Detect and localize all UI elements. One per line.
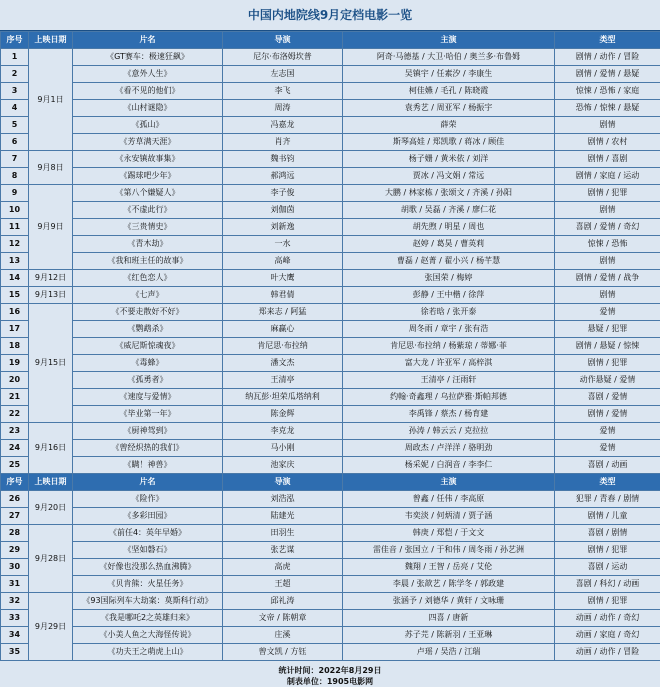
director: 尼尔·布洛姆坎普 [223, 49, 343, 66]
film-title: 《芳草满天涯》 [73, 134, 223, 151]
cast: 李晨 / 张歆艺 / 陈学冬 / 郭政建 [343, 576, 555, 593]
table-row [1, 338, 660, 355]
cast: 王清亭 / 汪雨轩 [343, 372, 555, 389]
row-number: 10 [1, 202, 29, 219]
cast: 赵婷 / 葛昊 / 曹英莉 [343, 236, 555, 253]
cast: 孙涛 / 韩云云 / 克拉拉 [343, 423, 555, 440]
column-header-repeat: 片名 [73, 474, 223, 491]
director: 肖齐 [223, 134, 343, 151]
row-number: 32 [1, 593, 29, 610]
genre: 剧情 / 农村 [555, 134, 660, 151]
cast: 大鹏 / 林家栋 / 张颂文 / 齐溪 / 孙阳 [343, 185, 555, 202]
genre: 动画 / 家庭 / 奇幻 [555, 627, 660, 644]
genre: 动画 / 动作 / 冒险 [555, 644, 660, 661]
row-number: 9 [1, 185, 29, 202]
cast: 韦奕淡 / 何炳清 / 贾子涵 [343, 508, 555, 525]
table-row [1, 321, 660, 338]
release-date: 9月16日 [29, 423, 73, 474]
row-number: 22 [1, 406, 29, 423]
director: 池家庆 [223, 457, 343, 474]
genre: 惊悚 / 恐怖 [555, 236, 660, 253]
film-title: 《红色恋人》 [73, 270, 223, 287]
director: 左志国 [223, 66, 343, 83]
director: 李子俊 [223, 185, 343, 202]
film-title: 《曾经炽热的我们》 [73, 440, 223, 457]
row-number: 29 [1, 542, 29, 559]
table-row [1, 236, 660, 253]
director: 潘文杰 [223, 355, 343, 372]
row-number: 31 [1, 576, 29, 593]
table-row [1, 542, 660, 559]
genre: 喜剧 / 科幻 / 动画 [555, 576, 660, 593]
row-number: 20 [1, 372, 29, 389]
cast: 薛荣 [343, 117, 555, 134]
release-date: 9月29日 [29, 593, 73, 661]
table-row [1, 423, 660, 440]
cast: 雷佳音 / 张国立 / 于和伟 / 周冬雨 / 孙艺洲 [343, 542, 555, 559]
table-row [1, 559, 660, 576]
row-number: 18 [1, 338, 29, 355]
column-header: 导演 [223, 32, 343, 49]
cast: 富大龙 / 许亚军 / 高梓淇 [343, 355, 555, 372]
release-date: 9月28日 [29, 525, 73, 593]
table-row [1, 287, 660, 304]
table-row [1, 644, 660, 661]
table-row [1, 508, 660, 525]
director: 文帝 / 陈朝章 [223, 610, 343, 627]
row-number: 1 [1, 49, 29, 66]
director: 高峰 [223, 253, 343, 270]
director: 周涛 [223, 100, 343, 117]
film-title: 《前任4：英年早婚》 [73, 525, 223, 542]
cast: 四喜 / 唐新 [343, 610, 555, 627]
table-row [1, 168, 660, 185]
table-row [1, 83, 660, 100]
table-row [1, 491, 660, 508]
cast: 周冬雨 / 章宇 / 张有浩 [343, 321, 555, 338]
cast: 柯佳嬿 / 毛孔 / 陈晓霞 [343, 83, 555, 100]
row-number: 21 [1, 389, 29, 406]
director: 王清亭 [223, 372, 343, 389]
director: 冯嘉龙 [223, 117, 343, 134]
cast: 约翰·奇鑫理 / 乌拉萨雅·斯帕邦德 [343, 389, 555, 406]
director: 王超 [223, 576, 343, 593]
cast: 曹磊 / 赵菁 / 翟小兴 / 杨芊慧 [343, 253, 555, 270]
row-number: 12 [1, 236, 29, 253]
genre: 爱情 [555, 440, 660, 457]
cast: 张国荣 / 梅婷 [343, 270, 555, 287]
film-title: 《威尼斯惊魂夜》 [73, 338, 223, 355]
row-number: 2 [1, 66, 29, 83]
cast: 彭静 / 王中楷 / 徐萍 [343, 287, 555, 304]
release-date: 9月12日 [29, 270, 73, 287]
cast: 曾鑫 / 任伟 / 李高原 [343, 491, 555, 508]
director: 李克龙 [223, 423, 343, 440]
row-number: 15 [1, 287, 29, 304]
film-title: 《毒蜂》 [73, 355, 223, 372]
director: 陈金辉 [223, 406, 343, 423]
table-row [1, 525, 660, 542]
genre: 喜剧 / 爱情 / 奇幻 [555, 219, 660, 236]
director: 李飞 [223, 83, 343, 100]
genre: 剧情 / 悬疑 / 惊悚 [555, 338, 660, 355]
film-title: 《永安镇故事集》 [73, 151, 223, 168]
genre: 剧情 / 动作 / 冒险 [555, 49, 660, 66]
table-row [1, 406, 660, 423]
film-title: 《不要走散好不好》 [73, 304, 223, 321]
table-row [1, 117, 660, 134]
genre: 喜剧 / 爱情 [555, 389, 660, 406]
row-number: 14 [1, 270, 29, 287]
cast: 斯琴高娃 / 郑凯歌 / 蒋冰 / 顾佳 [343, 134, 555, 151]
row-number: 8 [1, 168, 29, 185]
genre: 剧情 [555, 253, 660, 270]
release-date: 9月8日 [29, 151, 73, 185]
table-row [1, 100, 660, 117]
genre: 喜剧 / 运动 [555, 559, 660, 576]
genre: 动作悬疑 / 爱情 [555, 372, 660, 389]
film-title: 《险作》 [73, 491, 223, 508]
film-title: 《不虚此行》 [73, 202, 223, 219]
table-body [1, 49, 660, 661]
director: 庄溪 [223, 627, 343, 644]
film-title: 《踢球吧少年》 [73, 168, 223, 185]
film-title: 《孤勇者》 [73, 372, 223, 389]
row-number: 30 [1, 559, 29, 576]
cast: 阿奇·马德基 / 大卫·哈伯 / 奥兰多·布鲁姆 [343, 49, 555, 66]
row-number: 28 [1, 525, 29, 542]
director: 麻赢心 [223, 321, 343, 338]
row-number: 4 [1, 100, 29, 117]
cast: 徐若晗 / 张开泰 [343, 304, 555, 321]
page-title: 中国内地院线9月定档电影一览 [0, 0, 660, 31]
row-number: 17 [1, 321, 29, 338]
repeat-header-row [1, 474, 660, 491]
row-number: 33 [1, 610, 29, 627]
row-number: 16 [1, 304, 29, 321]
director: 张艺谋 [223, 542, 343, 559]
director: 肯尼思·布拉纳 [223, 338, 343, 355]
row-number: 34 [1, 627, 29, 644]
genre: 犯罪 / 青春 / 剧情 [555, 491, 660, 508]
genre: 剧情 / 爱情 / 悬疑 [555, 66, 660, 83]
genre: 剧情 / 犯罪 [555, 542, 660, 559]
row-number: 35 [1, 644, 29, 661]
cast: 苏子芫 / 陈新羽 / 王亚琳 [343, 627, 555, 644]
row-number: 11 [1, 219, 29, 236]
column-header: 片名 [73, 32, 223, 49]
director: 一水 [223, 236, 343, 253]
genre: 剧情 / 爱情 [555, 406, 660, 423]
film-title: 《多彩田园》 [73, 508, 223, 525]
film-title: 《瞒！神兽》 [73, 457, 223, 474]
genre: 剧情 [555, 287, 660, 304]
director: 刘伽茵 [223, 202, 343, 219]
column-header: 序号 [1, 32, 29, 49]
genre: 剧情 [555, 202, 660, 219]
column-header-repeat: 主演 [343, 474, 555, 491]
maker: 制表单位：1905电影网 [0, 676, 660, 687]
table-row [1, 270, 660, 287]
table-row [1, 389, 660, 406]
genre: 剧情 [555, 117, 660, 134]
film-title: 《毕业第一年》 [73, 406, 223, 423]
film-title: 《好像也没那么热血沸腾》 [73, 559, 223, 576]
table-row [1, 576, 660, 593]
genre: 恐怖 / 惊悚 / 悬疑 [555, 100, 660, 117]
column-header: 类型 [555, 32, 660, 49]
genre: 剧情 / 儿童 [555, 508, 660, 525]
cast: 卢瑶 / 吴浩 / 江瑞 [343, 644, 555, 661]
genre: 剧情 / 爱情 / 战争 [555, 270, 660, 287]
row-number: 24 [1, 440, 29, 457]
film-title: 《坚如磐石》 [73, 542, 223, 559]
cast: 吴镇宇 / 任素汐 / 李康生 [343, 66, 555, 83]
release-date: 9月20日 [29, 491, 73, 525]
table-header-row [1, 32, 660, 49]
film-title: 《意外人生》 [73, 66, 223, 83]
genre: 惊悚 / 恐怖 / 家庭 [555, 83, 660, 100]
row-number: 19 [1, 355, 29, 372]
genre: 剧情 / 犯罪 [555, 185, 660, 202]
release-date: 9月15日 [29, 304, 73, 423]
cast: 杨采妮 / 白润音 / 李李仁 [343, 457, 555, 474]
director: 邱礼涛 [223, 593, 343, 610]
film-title: 《厨神驾到》 [73, 423, 223, 440]
table-row [1, 253, 660, 270]
release-table [0, 31, 660, 661]
table-row [1, 627, 660, 644]
film-title: 《孤山》 [73, 117, 223, 134]
director: 刘浩泓 [223, 491, 343, 508]
table-row [1, 304, 660, 321]
table-row [1, 610, 660, 627]
genre: 喜剧 / 剧情 [555, 525, 660, 542]
genre: 剧情 / 犯罪 [555, 355, 660, 372]
table-row [1, 219, 660, 236]
director: 纳瓦彭·坦荣瓜塔纳利 [223, 389, 343, 406]
director: 韩君倩 [223, 287, 343, 304]
film-title: 《小美人鱼之大海怪传说》 [73, 627, 223, 644]
row-number: 26 [1, 491, 29, 508]
row-number: 13 [1, 253, 29, 270]
genre: 悬疑 / 犯罪 [555, 321, 660, 338]
table-row [1, 440, 660, 457]
film-title: 《93国际列车大劫案：莫斯科行动》 [73, 593, 223, 610]
table-row [1, 185, 660, 202]
film-title: 《速度与爱情》 [73, 389, 223, 406]
row-number: 27 [1, 508, 29, 525]
genre: 爱情 [555, 304, 660, 321]
genre: 动画 / 动作 / 奇幻 [555, 610, 660, 627]
column-header-repeat: 序号 [1, 474, 29, 491]
film-title: 《三贵情史》 [73, 219, 223, 236]
release-date: 9月9日 [29, 185, 73, 270]
row-number: 7 [1, 151, 29, 168]
cast: 肯尼思·布拉纳 / 杨紫琼 / 蒂娜·菲 [343, 338, 555, 355]
stats-time: 统计时间：2022年8月29日 [0, 665, 660, 676]
release-date: 9月13日 [29, 287, 73, 304]
genre: 剧情 / 犯罪 [555, 593, 660, 610]
row-number: 5 [1, 117, 29, 134]
table-row [1, 151, 660, 168]
row-number: 23 [1, 423, 29, 440]
film-title: 《鹦鹉杀》 [73, 321, 223, 338]
film-title: 《青木劫》 [73, 236, 223, 253]
cast: 李禹锋 / 蔡杰 / 杨育建 [343, 406, 555, 423]
film-title: 《看不见的他们》 [73, 83, 223, 100]
film-title: 《第八个嫌疑人》 [73, 185, 223, 202]
director: 田羽生 [223, 525, 343, 542]
row-number: 3 [1, 83, 29, 100]
cast: 胡先煦 / 明星 / 周也 [343, 219, 555, 236]
column-header-repeat: 导演 [223, 474, 343, 491]
table-row [1, 202, 660, 219]
director: 刘新逸 [223, 219, 343, 236]
table-row [1, 66, 660, 83]
director: 郑来志 / 阿猛 [223, 304, 343, 321]
column-header: 主演 [343, 32, 555, 49]
director: 马小刚 [223, 440, 343, 457]
film-title: 《功夫王之萌虎上山》 [73, 644, 223, 661]
footer [0, 661, 660, 687]
cast: 魏翔 / 王智 / 岳亮 / 艾伦 [343, 559, 555, 576]
director: 曾文凯 / 方钰 [223, 644, 343, 661]
release-date: 9月1日 [29, 49, 73, 151]
row-number: 25 [1, 457, 29, 474]
director: 陆建光 [223, 508, 343, 525]
film-title: 《山村谜隐》 [73, 100, 223, 117]
cast: 韩庚 / 郑恺 / 于文文 [343, 525, 555, 542]
genre: 剧情 / 喜剧 [555, 151, 660, 168]
table-row [1, 593, 660, 610]
cast: 张涵予 / 刘德华 / 黄轩 / 文咏珊 [343, 593, 555, 610]
film-title: 《贝肯熊：火星任务》 [73, 576, 223, 593]
director: 郝鸿远 [223, 168, 343, 185]
table-row [1, 134, 660, 151]
column-header-repeat: 上映日期 [29, 474, 73, 491]
cast: 袁秀艺 / 周亚军 / 杨振宇 [343, 100, 555, 117]
column-header-repeat: 类型 [555, 474, 660, 491]
genre: 爱情 [555, 423, 660, 440]
cast: 杨子姗 / 黄米依 / 刘洋 [343, 151, 555, 168]
cast: 胡歌 / 吴磊 / 齐溪 / 廖仁花 [343, 202, 555, 219]
column-header: 上映日期 [29, 32, 73, 49]
director: 魏书钧 [223, 151, 343, 168]
table-row [1, 355, 660, 372]
film-title: 《我和班主任的故事》 [73, 253, 223, 270]
film-title: 《我是哪吒2之英雄归来》 [73, 610, 223, 627]
table-row [1, 372, 660, 389]
genre: 剧情 / 家庭 / 运动 [555, 168, 660, 185]
film-title: 《GT赛车：极速狂飙》 [73, 49, 223, 66]
director: 叶大鹰 [223, 270, 343, 287]
genre: 喜剧 / 动画 [555, 457, 660, 474]
table-row [1, 49, 660, 66]
director: 高虎 [223, 559, 343, 576]
cast: 周政杰 / 卢洋洋 / 骆明劲 [343, 440, 555, 457]
film-title: 《七声》 [73, 287, 223, 304]
table-row [1, 457, 660, 474]
cast: 贾冰 / 冯文娟 / 常远 [343, 168, 555, 185]
row-number: 6 [1, 134, 29, 151]
